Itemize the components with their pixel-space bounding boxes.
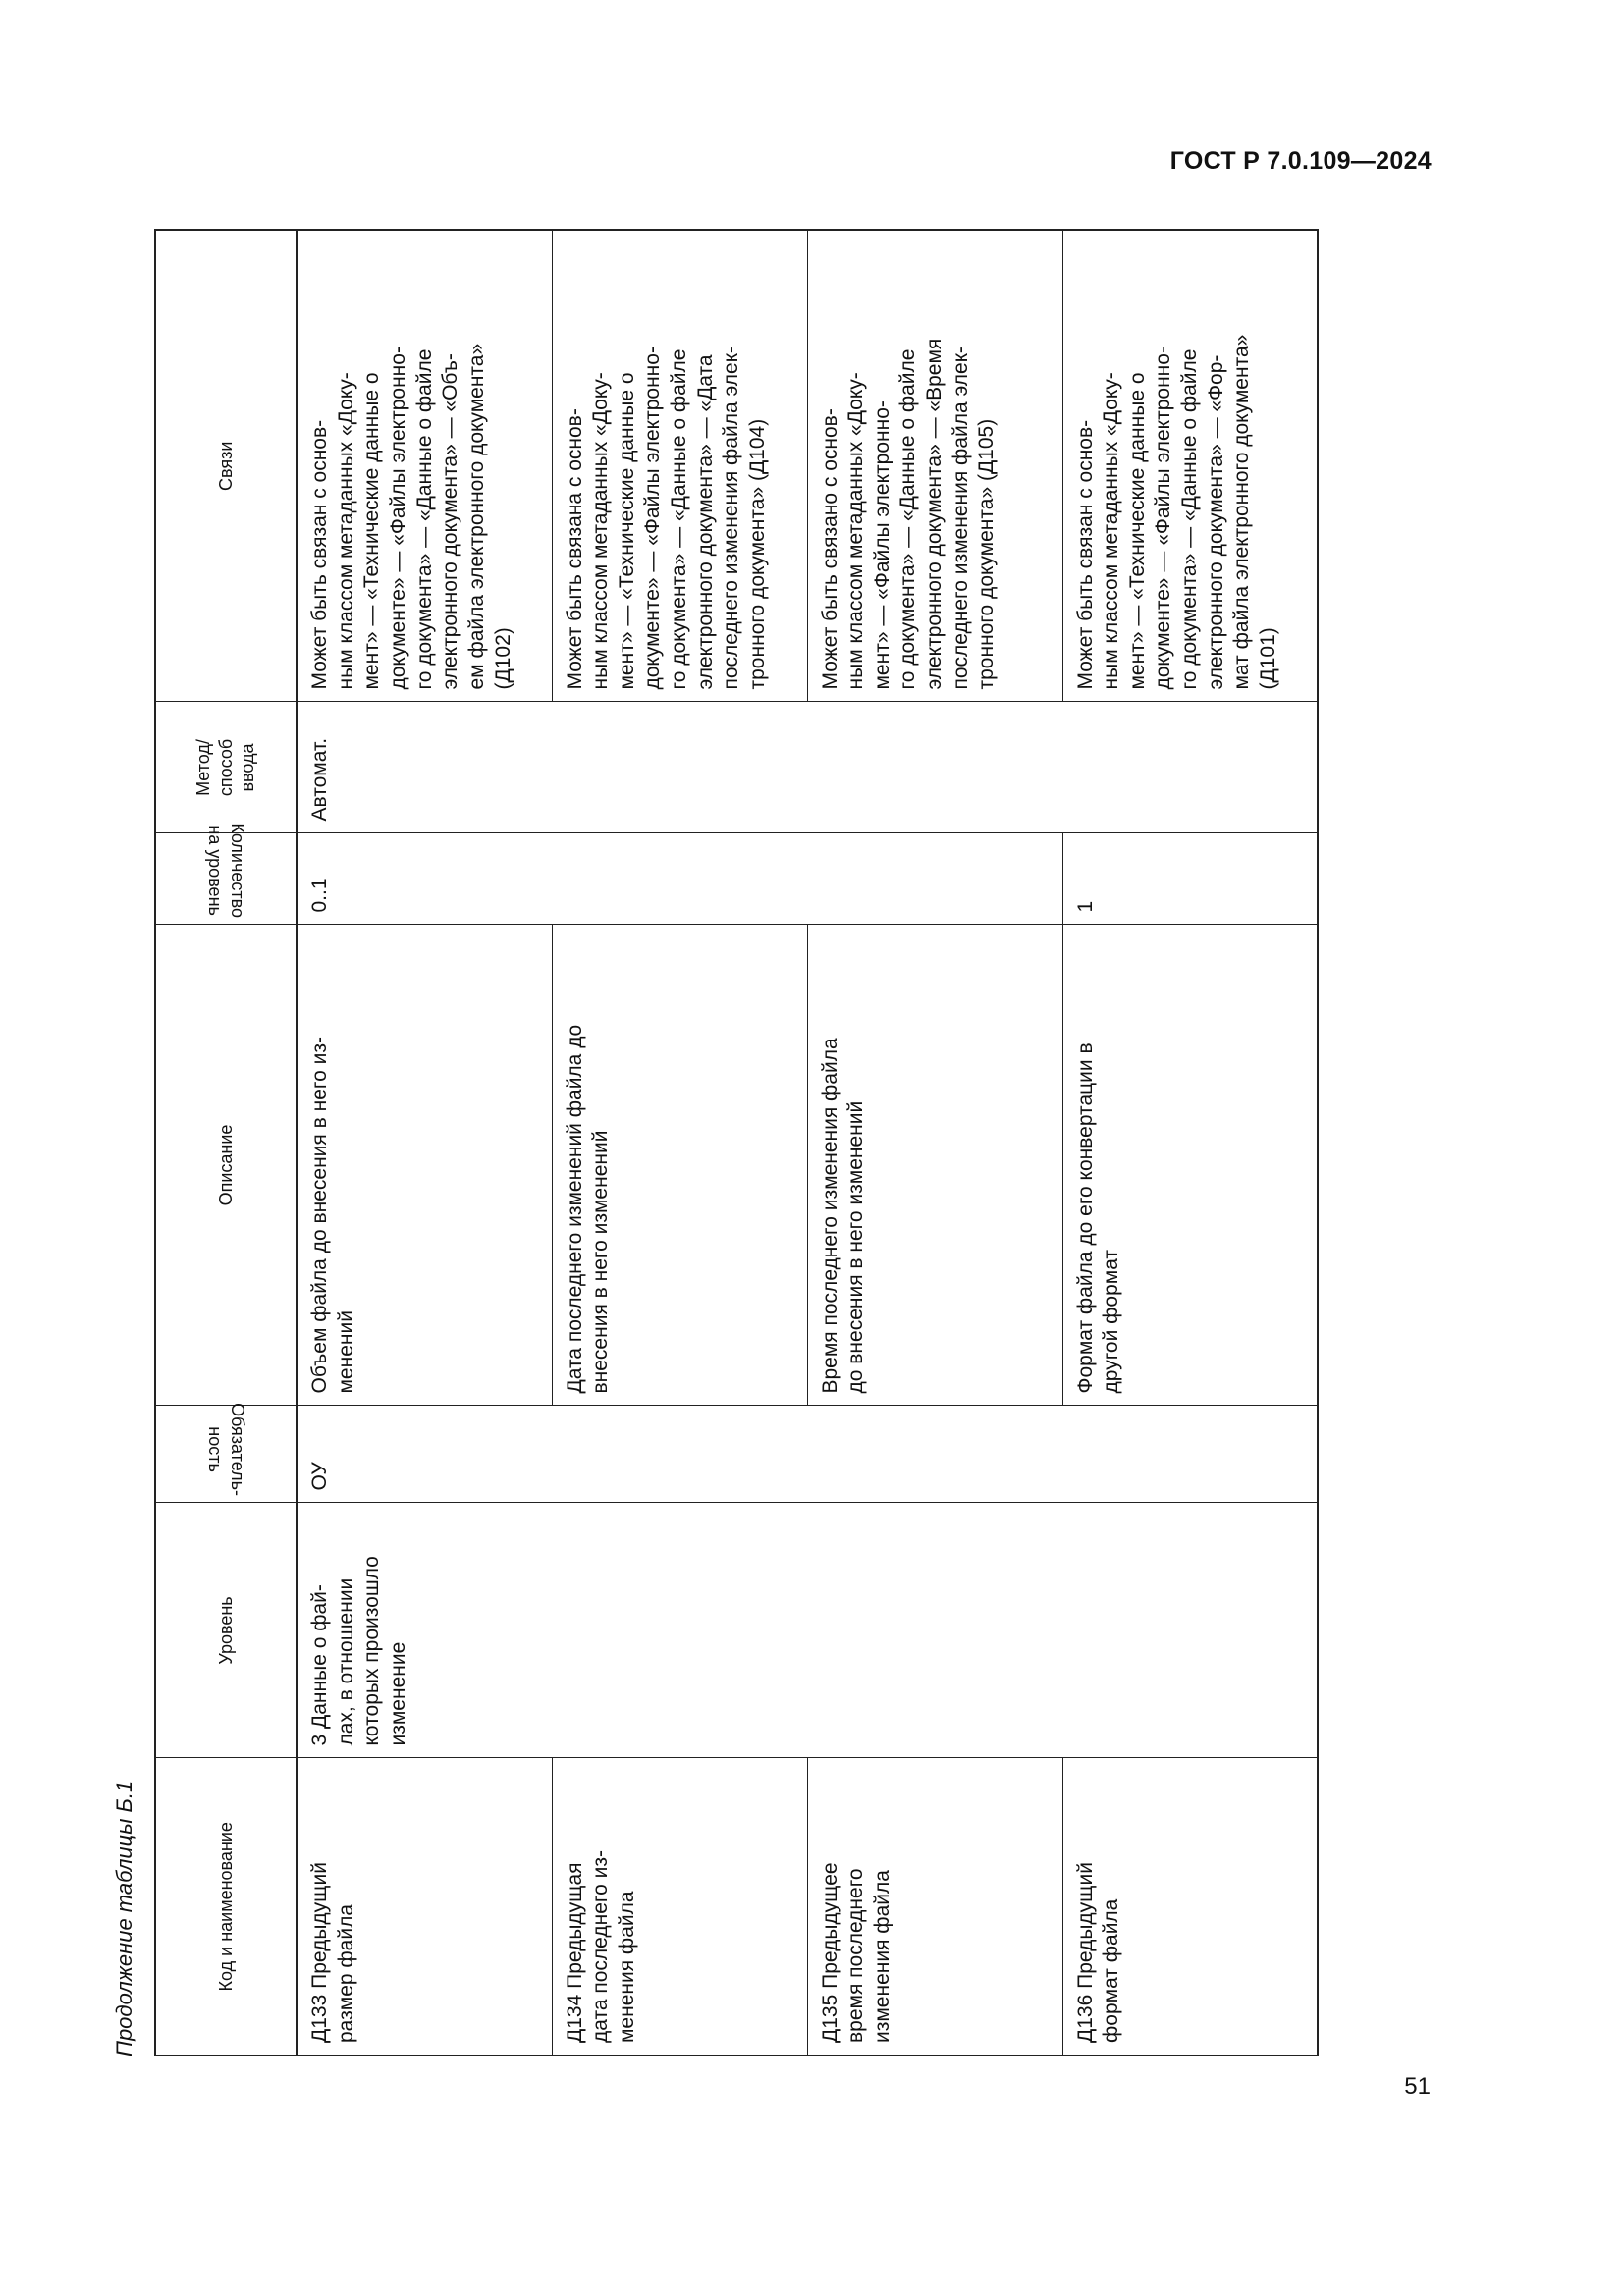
header-links: Связи [155, 230, 297, 702]
header-description: Описание [155, 925, 297, 1406]
rotated-table-frame [108, 231, 1283, 2056]
cell-level: 3 Данные о фай- лах, в отношении которых произошло изменение [297, 1503, 1318, 1758]
cell-description: Формат файла до его конвертации в другой формат [1062, 925, 1318, 1406]
page-number: 51 [1404, 2073, 1431, 2100]
table-row [1062, 230, 1318, 2056]
metadata-table [154, 229, 1319, 2056]
header-method: Метод/ способ ввода [155, 702, 297, 833]
cell-description: Объем файла до внесения в него из- менений [297, 925, 552, 1406]
header-row [155, 230, 297, 2056]
cell-links: Может быть связан с основ- ным классом метаданных «Доку- мент» — «Технические данные о документе» — «Файлы электронно- го документа» — «Данные о файле электронного документа» — «Фор- мат файла электронного документа» (Д101) [1062, 230, 1318, 702]
header-obligation: Обязатель- ность [155, 1406, 297, 1503]
cell-description: Время последнего изменения файла до внесения в него изменений [807, 925, 1062, 1406]
cell-code: Д133 Предыдущий размер файла [297, 1758, 552, 2056]
table-row [297, 230, 552, 2056]
header-level: Уровень [155, 1503, 297, 1758]
cell-code: Д134 Предыдущая дата последнего из- менения файла [552, 1758, 807, 2056]
header-code: Код и наименование [155, 1758, 297, 2056]
header-quantity: Количество на уровень [155, 833, 297, 925]
cell-description: Дата последнего изменений файла до внесения в него изменений [552, 925, 807, 1406]
cell-method: Автомат. [297, 702, 1318, 833]
cell-quantity: 1 [1062, 833, 1318, 925]
cell-links: Может быть связана с основ- ным классом метаданных «Доку- мент» — «Технические данные о документе» — «Файлы электронно- го документа» — «Данные о файле электронного документа» — «Дата последнего изменения файла элек- тронного документа» (Д104) [552, 230, 807, 702]
cell-links: Может быть связано с основ- ным классом метаданных «Доку- мент» — «Файлы электронно- го документа» — «Данные о файле электронного документа» — «Время последнего изменения файла элек- тронного документа» (Д105) [807, 230, 1062, 702]
standard-code: ГОСТ Р 7.0.109—2024 [1169, 147, 1432, 175]
cell-obligation: ОУ [297, 1406, 1318, 1503]
table-caption: Продолжение таблицы Б.1 [112, 1780, 136, 2056]
cell-code: Д135 Предыдущее время последнего изменения файла [807, 1758, 1062, 2056]
cell-code: Д136 Предыдущий формат файла [1062, 1758, 1318, 2056]
table-row [552, 230, 807, 2056]
table-row [807, 230, 1062, 2056]
cell-quantity: 0..1 [297, 833, 1062, 925]
cell-links: Может быть связан с основ- ным классом метаданных «Доку- мент» — «Технические данные о документе» — «Файлы электронно- го документа» — «Данные о файле электронного документа» — «Объ- ем файла электронного документа» (Д102) [297, 230, 552, 702]
